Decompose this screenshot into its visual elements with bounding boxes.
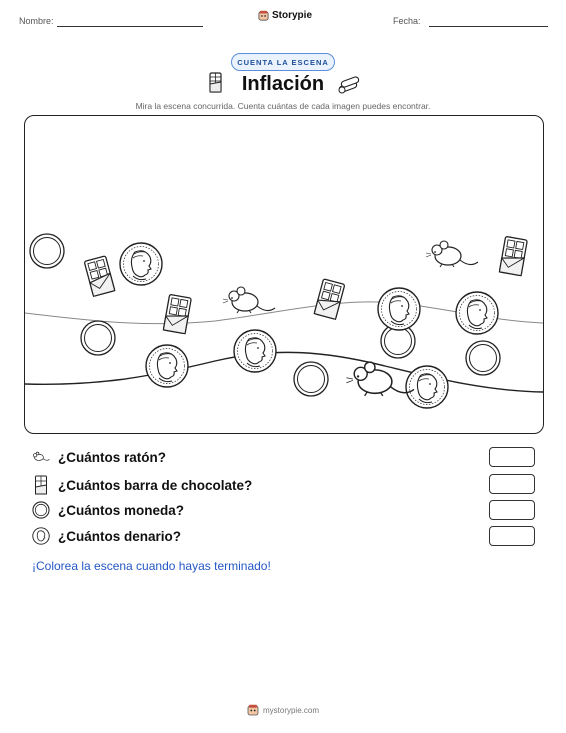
name-label: Nombre: [19,16,54,26]
denarius-2 [146,345,188,387]
coin-3 [294,362,328,396]
mouse-icon [32,449,50,465]
page-title: Inflación [241,73,325,95]
date-label: Fecha: [393,16,421,26]
chocolate-bar-1 [84,256,115,296]
name-field[interactable] [57,26,203,27]
answer-box-mouse[interactable] [489,447,535,467]
coin-icon [32,501,50,519]
denarius-6 [406,366,448,408]
coin-5 [466,341,500,375]
coin-1 [30,234,64,268]
activity-badge: CUENTA LA ESCENA [231,53,335,71]
denarius-3 [234,330,276,372]
denarius-icon [32,527,50,545]
question-text: ¿Cuántos ratón? [58,449,166,465]
denarius-1 [120,243,162,285]
question-text: ¿Cuántos barra de chocolate? [58,477,253,493]
question-chocolate [32,475,252,495]
mouse-1 [223,287,275,313]
denarius-5 [456,292,498,334]
coin-2 [81,321,115,355]
footer [0,704,566,716]
brand-logo [258,10,312,21]
coins-title-icon [336,75,362,95]
instructions: Mira la escena concurrida. Cuenta cuántas de cada imagen puedes encontrar. [135,101,431,111]
question-denarius [32,527,181,545]
chocolate-bar-icon [32,475,50,495]
answer-box-coin[interactable] [489,500,535,520]
chocolate-bar-2 [163,294,191,333]
coloring-note: ¡Colorea la escena cuando hayas terminado! [32,559,271,573]
question-text: ¿Cuántos moneda? [58,502,185,518]
question-mouse [32,449,166,465]
question-text: ¿Cuántos denario? [58,528,182,544]
answer-box-chocolate[interactable] [489,474,535,494]
date-field[interactable] [429,26,548,27]
answer-box-denarius[interactable] [489,526,535,546]
storypie-logo-icon [247,704,259,716]
scene-illustration [25,116,543,433]
chocolate-bar-3 [314,279,345,319]
storypie-logo-icon [258,10,269,21]
chocolate-bar-title-icon [206,72,226,94]
hidden-objects-scene[interactable] [24,115,544,434]
chocolate-bar-4 [499,236,527,275]
denarius-4 [378,288,420,330]
mouse-3 [346,362,414,396]
footer-url[interactable]: mystorypie.com [262,705,319,715]
mouse-2 [426,241,478,267]
question-coin [32,501,184,519]
brand-name: Storypie [272,10,313,21]
